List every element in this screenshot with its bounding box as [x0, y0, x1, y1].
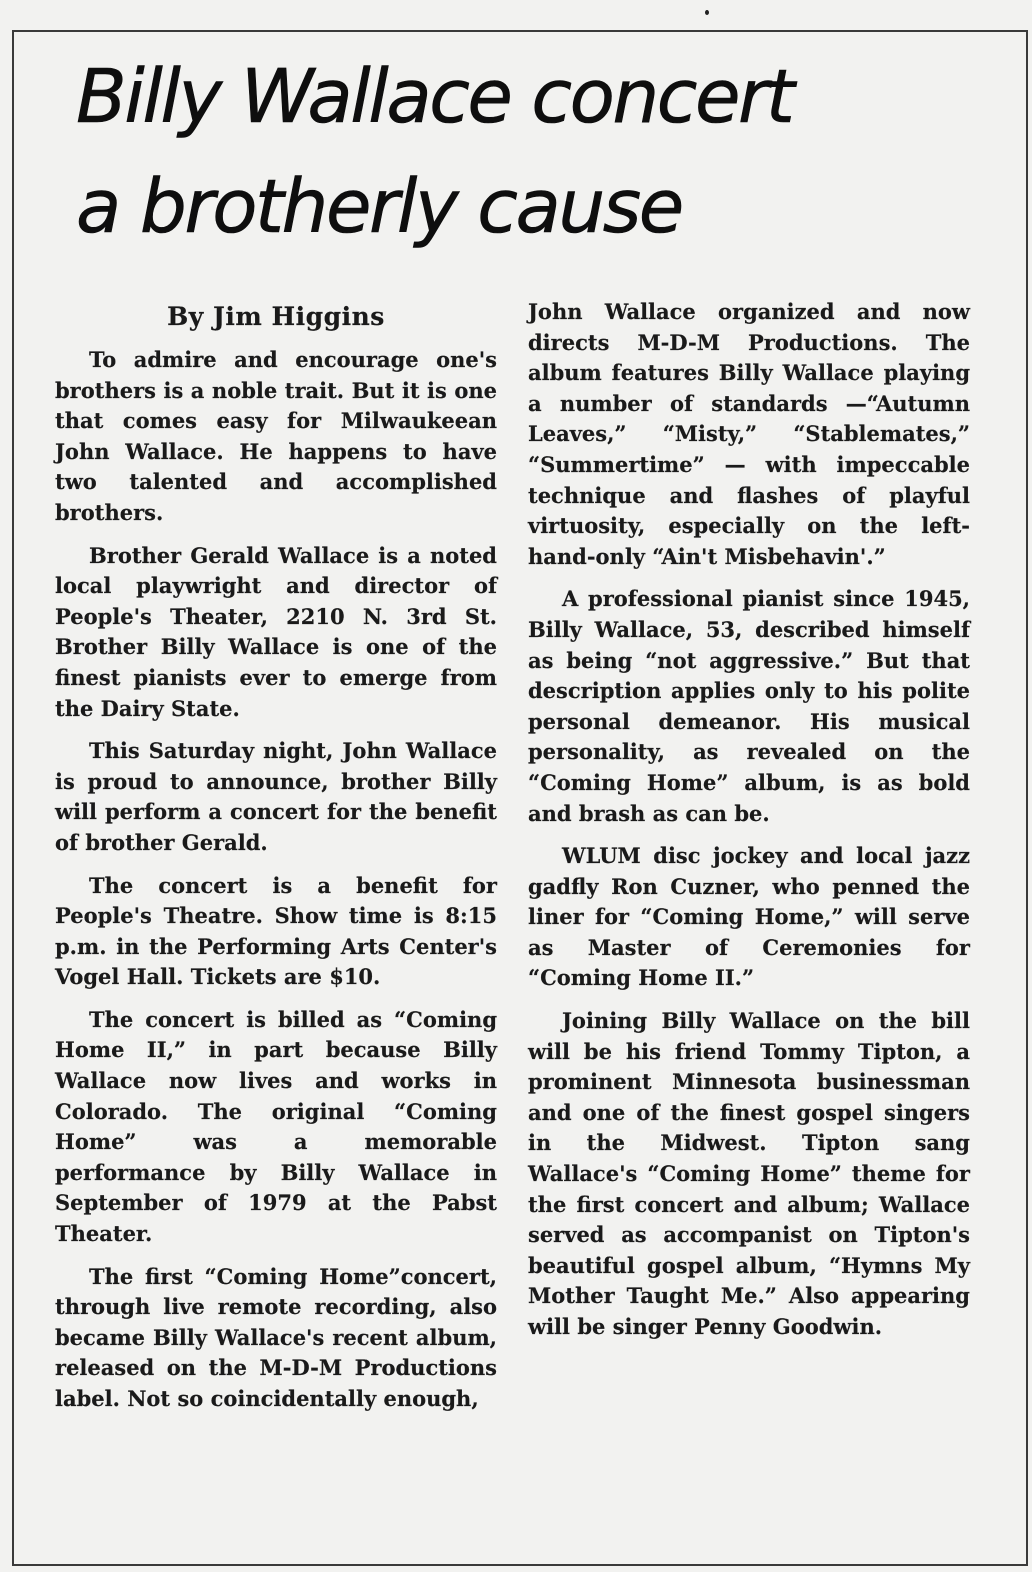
- paragraph: The first “Coming Home”concert, through live remote recording, also became Billy Wallace's recent album, released on the M-D-M Productions label. Not so coincidentally enough,: [55, 1263, 497, 1411]
- right-column: [528, 297, 970, 1355]
- paragraph: John Wallace organized and now directs M-D-M Productions. The album features Billy Wallace playing a number of standards —“Autumn Leaves,” “Misty,” “Stablemates,” “Summertime” — with impeccable technique and flashes of playful virtuosity, especially on the left-hand-only “Ain't Misbehavin'.”: [528, 299, 970, 569]
- paragraph: To admire and encourage one's brothers is a noble trait. But it is one that comes easy for Milwaukeean John Wallace. He happens to have two talented and accomplished brothers.: [55, 347, 497, 525]
- left-column: [55, 297, 497, 1427]
- headline-line-2: a brotherly cause: [76, 164, 682, 250]
- paragraph: Joining Billy Wallace on the bill will be his friend Tommy Tipton, a prominent Minnesota businessman and one of the finest gospel singers in the Midwest. Tipton sang Wallace's “Coming Home” theme for the first concert and album; Wallace served as accompanist on Tipton's beautiful gospel album, “Hymns My Mother Taught Me.” Also appearing will be singer Penny Goodwin.: [528, 1008, 970, 1339]
- paragraph: The concert is billed as “Coming Home II,” in part because Billy Wallace now lives and works in Colorado. The original “Coming Home” was a memorable performance by Billy Wallace in September of 1979 at the Pabst Theater.: [55, 1006, 497, 1247]
- headline: [76, 42, 976, 262]
- byline: By Jim Higgins: [167, 302, 385, 331]
- headline-line-1: Billy Wallace concert: [76, 54, 793, 140]
- ink-speck: [705, 10, 709, 15]
- paragraph: A professional pianist since 1945, Billy Wallace, 53, described himself as being “not aggressive.” But that description applies only to his polite personal demeanor. His musical personality, as revealed on the “Coming Home” album, is as bold and brash as can be.: [528, 586, 970, 826]
- paragraph: The concert is a benefit for People's Theatre. Show time is 8:15 p.m. in the Performing Arts Center's Vogel Hall. Tickets are $10.: [55, 872, 497, 990]
- paragraph: Brother Gerald Wallace is a noted local playwright and director of People's Theater, 2210 N. 3rd St. Brother Billy Wallace is one of the finest pianists ever to emerge from the Dairy State.: [55, 542, 497, 721]
- paragraph: This Saturday night, John Wallace is proud to announce, brother Billy will perform a concert for the benefit of brother Gerald.: [55, 738, 497, 855]
- paragraph: WLUM disc jockey and local jazz gadfly Ron Cuzner, who penned the liner for “Coming Home,” will serve as Master of Ceremonies for “Coming Home II.”: [528, 843, 970, 991]
